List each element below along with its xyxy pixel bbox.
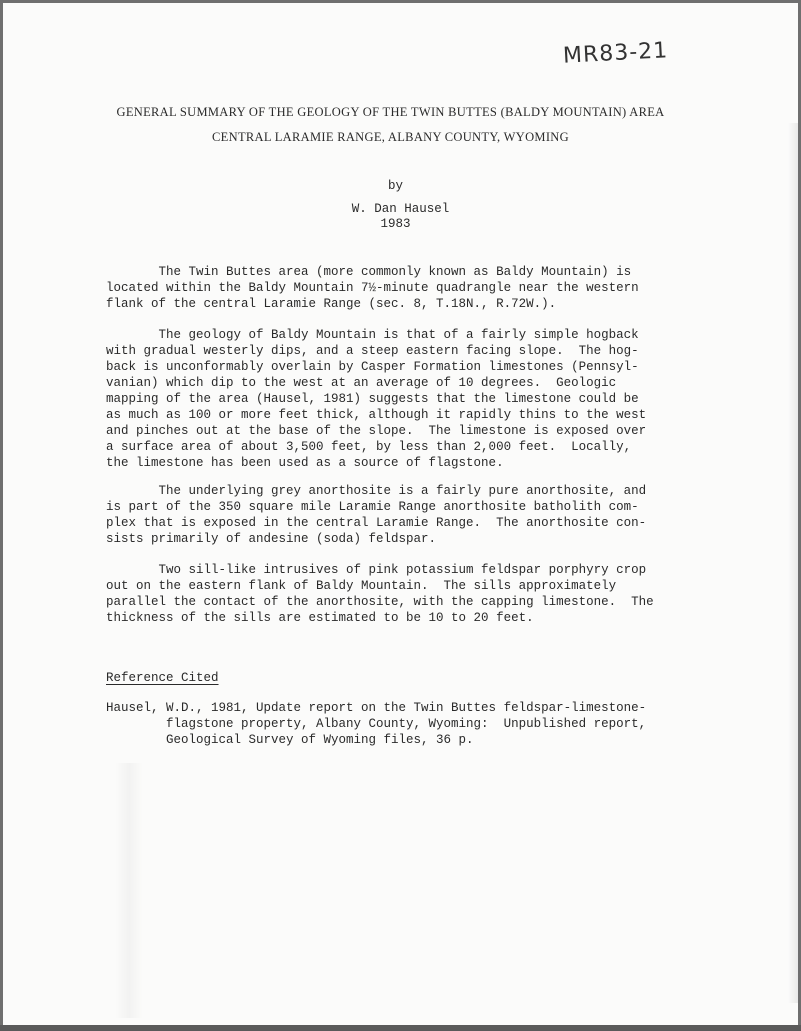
text-line: back is unconformably overlain by Casper Formation limestones (Pennsyl- bbox=[106, 360, 639, 374]
text-line: parallel the contact of the anorthosite, with the capping limestone. The bbox=[106, 595, 654, 609]
text-line: mapping of the area (Hausel, 1981) suggests that the limestone could be bbox=[106, 392, 639, 406]
title-line-1: GENERAL SUMMARY OF THE GEOLOGY OF THE TWIN BUTTES (BALDY MOUNTAIN) AREA bbox=[116, 105, 665, 119]
scan-shadow bbox=[115, 763, 143, 1018]
scan-edge-shadow bbox=[788, 123, 798, 1003]
references-heading: Reference Cited bbox=[106, 671, 219, 685]
paragraph-location bbox=[106, 264, 681, 312]
text-line: the limestone has been used as a source of flagstone. bbox=[106, 456, 504, 470]
text-line: The underlying grey anorthosite is a fairly pure anorthosite, and bbox=[106, 484, 647, 498]
paragraph-anorthosite bbox=[106, 483, 681, 547]
text-line: vanian) which dip to the west at an average of 10 degrees. Geologic bbox=[106, 376, 617, 390]
text-line: The Twin Buttes area (more commonly known as Baldy Mountain) is bbox=[106, 265, 632, 279]
text-line: plex that is exposed in the central Laramie Range. The anorthosite con- bbox=[106, 516, 647, 530]
text-line: The geology of Baldy Mountain is that of a fairly simple hogback bbox=[106, 328, 639, 342]
text-line: a surface area of about 3,500 feet, by less than 2,000 feet. Locally, bbox=[106, 440, 632, 454]
text-line: thickness of the sills are estimated to be 10 to 20 feet. bbox=[106, 611, 534, 625]
text-line: located within the Baldy Mountain 7½-minute quadrangle near the western bbox=[106, 281, 639, 295]
text-line: sists primarily of andesine (soda) feldspar. bbox=[106, 532, 437, 546]
text-line: is part of the 350 square mile Laramie Range anorthosite batholith com- bbox=[106, 500, 639, 514]
text-line: Hausel, W.D., 1981, Update report on the Twin Buttes feldspar-limestone- bbox=[106, 701, 647, 715]
handwritten-report-number: MR83-21 bbox=[562, 38, 669, 69]
paragraph-geology bbox=[106, 327, 681, 471]
reference-entry bbox=[106, 700, 646, 748]
text-line: with gradual westerly dips, and a steep eastern facing slope. The hog- bbox=[106, 344, 639, 358]
text-line: flank of the central Laramie Range (sec. 8, T.18N., R.72W.). bbox=[106, 297, 557, 311]
text-line: and pinches out at the base of the slope. The limestone is exposed over bbox=[106, 424, 647, 438]
document-page bbox=[3, 3, 798, 1025]
text-line: out on the eastern flank of Baldy Mountain. The sills approximately bbox=[106, 579, 617, 593]
text-line: as much as 100 or more feet thick, although it rapidly thins to the west bbox=[106, 408, 647, 422]
text-line: Geological Survey of Wyoming files, 36 p. bbox=[106, 733, 474, 747]
byline-by: by bbox=[387, 179, 403, 193]
author-name: W. Dan Hausel bbox=[351, 202, 450, 216]
text-line: flagstone property, Albany County, Wyoming: Unpublished report, bbox=[106, 717, 647, 731]
title-line-2: CENTRAL LARAMIE RANGE, ALBANY COUNTY, WYOMING bbox=[212, 130, 569, 144]
publication-year: 1983 bbox=[380, 217, 411, 231]
text-line: Two sill-like intrusives of pink potassium feldspar porphyry crop bbox=[106, 563, 647, 577]
paragraph-sills bbox=[106, 562, 681, 626]
viewer-bottom-border bbox=[0, 1025, 801, 1031]
